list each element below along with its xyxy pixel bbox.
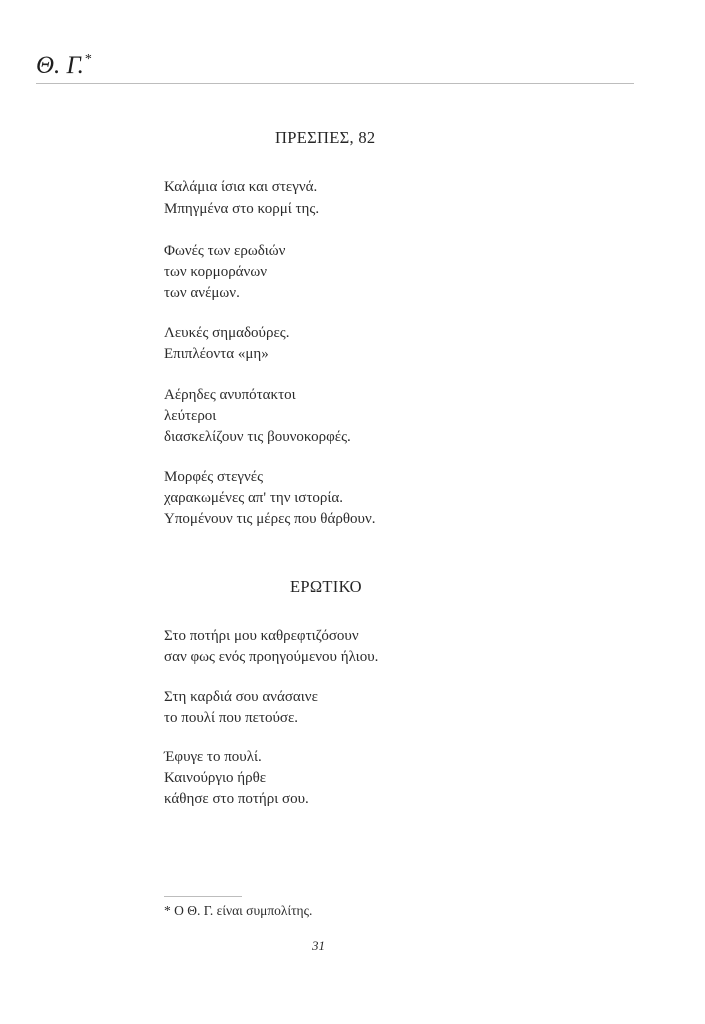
author-header [36, 52, 92, 80]
author-footnote-mark: * [84, 52, 92, 67]
poem-line: Λευκές σημαδούρες. [164, 325, 290, 341]
poem-title-erotiko: ΕΡΩΤΙΚΟ [290, 577, 362, 596]
poem-line: Επιπλέοντα «μη» [164, 346, 269, 362]
poem-line: Στη καρδιά σου ανάσαινε [164, 689, 318, 705]
poem-line: Έφυγε το πουλί. [164, 749, 262, 765]
footnote: * Ο Θ. Γ. είναι συμπολίτης. [164, 903, 313, 918]
poem-line: διασκελίζουν τις βουνοκορφές. [164, 429, 351, 445]
page-number: 31 [312, 938, 325, 953]
poem-line: Στο ποτήρι μου καθρεφτιζόσουν [164, 628, 359, 644]
author-initials: Θ. Γ. [36, 52, 84, 79]
poem-line: Μπηγμένα στο κορμί της. [164, 201, 320, 217]
poem-line: λεύτεροι [164, 408, 217, 424]
poem-line: σαν φως ενός προηγούμενου ήλιου. [164, 649, 379, 665]
poem-line: Καινούργιο ήρθε [164, 770, 267, 786]
poem-line: των ανέμων. [164, 285, 240, 301]
poem-line: των κορμοράνων [164, 264, 267, 280]
header-divider [36, 83, 634, 84]
poem-line: Αέρηδες ανυπότακτοι [164, 387, 296, 403]
poem-title-prespes: ΠΡΕΣΠΕΣ, 82 [275, 128, 376, 147]
poem-line: Μορφές στεγνές [164, 469, 264, 485]
poem-line: Καλάμια ίσια και στεγνά. [164, 179, 318, 195]
footnote-divider [164, 896, 242, 897]
poem-line: κάθησε στο ποτήρι σου. [164, 791, 309, 807]
poem-line: χαρακωμένες απ' την ιστορία. [164, 490, 344, 506]
poem-line: Υπομένουν τις μέρες που θάρθουν. [164, 511, 376, 527]
poem-line: Φωνές των ερωδιών [164, 243, 286, 259]
poem-line: το πουλί που πετούσε. [164, 710, 299, 726]
